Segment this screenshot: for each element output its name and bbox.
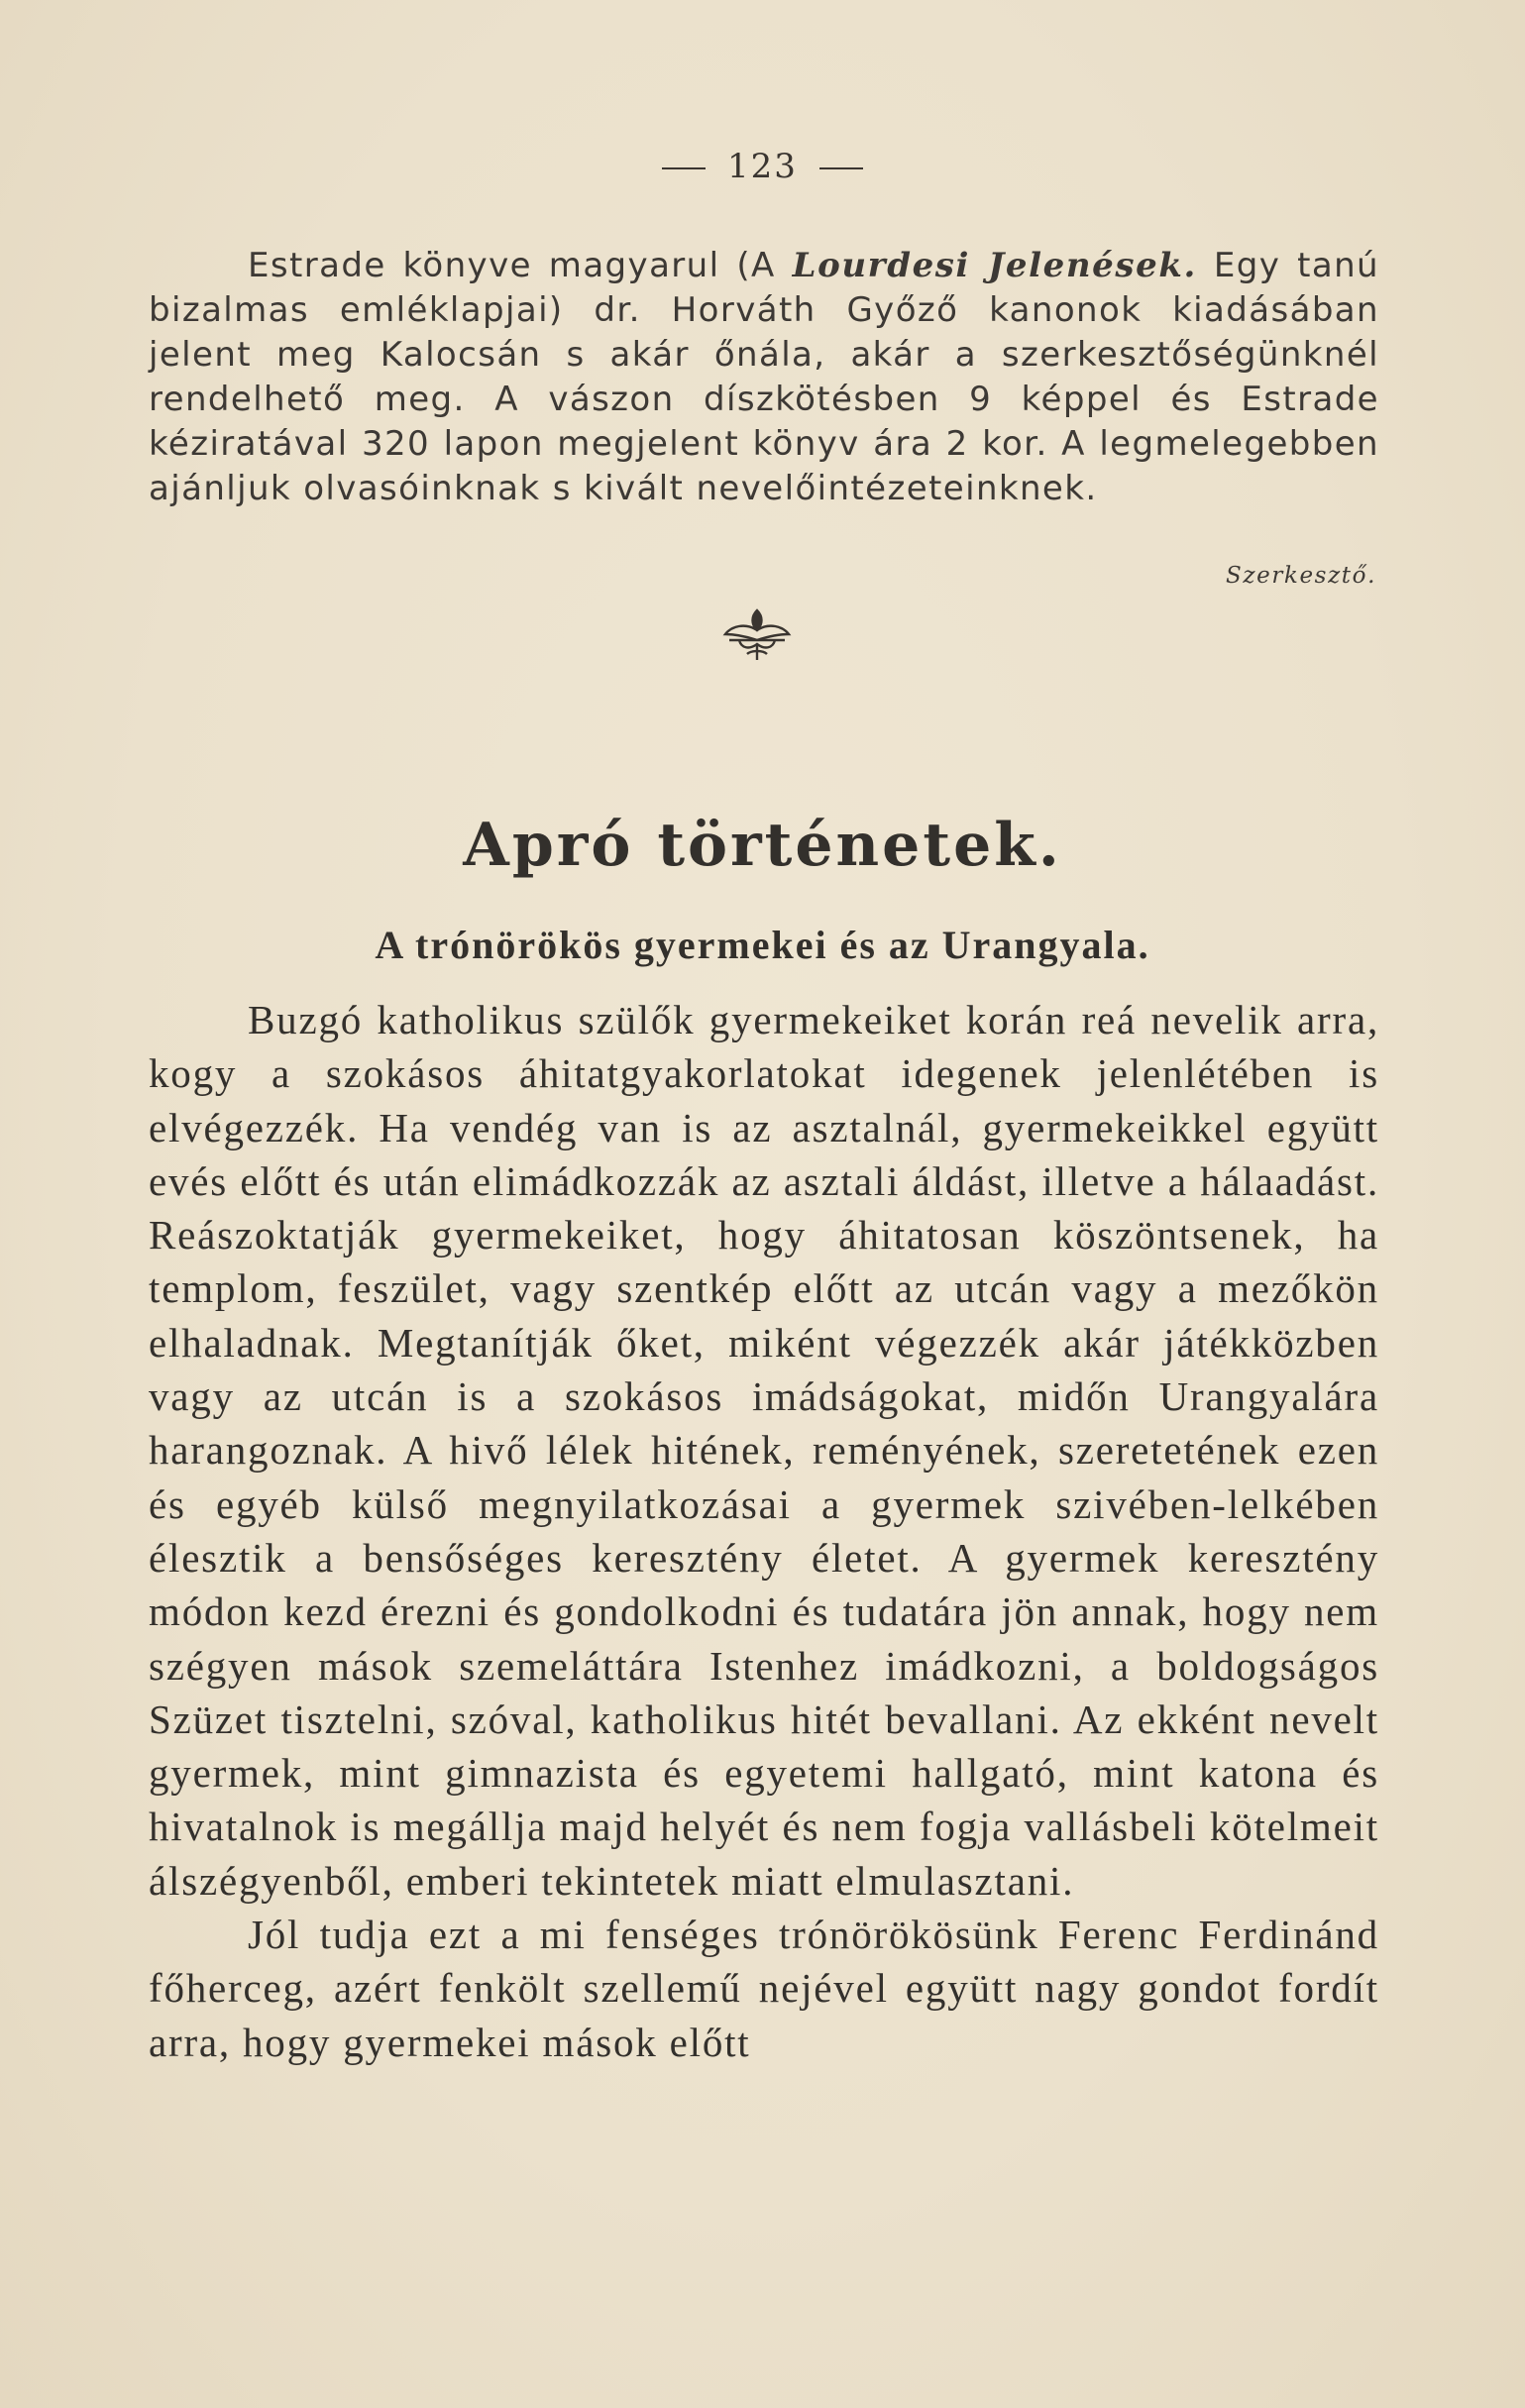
section-title: Apró történetek.	[463, 811, 1062, 880]
fleuron-ornament-icon	[717, 604, 797, 668]
editor-signature: Szerkesztő.	[1226, 563, 1376, 589]
notice-text-before: Estrade könyve magyarul (A	[248, 246, 793, 285]
book-notice	[149, 244, 1379, 511]
notice-text-after: Egy tanú bizalmas emléklapjai) dr. Horváth Győző kanonok kiadásában jelent meg Kalocsán s akár őnála, akár a szerkesztőségünknél rendelhető meg. A vászon díszkötésben 9 képpel és Estrade kéziratával 320 lapon megjelent könyv ára 2 kor. A legmelegebben ajánljuk olvasóinknak s kivált nevelőintézeteinknek.	[149, 246, 1379, 508]
article-body	[149, 993, 1379, 2069]
article-paragraph-1: Buzgó katholikus szülők gyermekeiket korán reá nevelik arra, kogy a szokásos áhitatgyakorlatokat idegenek jelenlétében is elvégezzék. Ha vendég van is az asztalnál, gyermekeikkel együtt evés előtt és után elimádkozzák az asztali áldást, illetve a hálaadást. Reászoktatják gyermekeiket, hogy áhitatosan köszöntsenek, ha templom, feszület, vagy szentkép előtt az utcán vagy a mezőkön elhaladnak. Megtanítják őket, miként végezzék akár játékközben vagy az utcán is a szokásos imádságokat, midőn Urangyalára harangoznak. A hivő lélek hitének, reményének, szeretetének ezen és egyéb külső megnyilatkozásai a gyermek szivében-lelkében élesztik a bensőséges keresztény életet. A gyermek keresztény módon kezd érezni és gondolkodni és tudatára jön annak, hogy nem szégyen mások szemeláttára Istenhez imádkozni, a boldogságos Szüzet tisztelni, szóval, katholikus hitét bevallani. Az ekként nevelt gyermek, mint gimnazista és egyetemi hallgató, mint katona és hivatalnok is megállja majd helyét és nem fogja vallásbeli kötelmeit álszégyenből, emberi tekintetek miatt elmulasztani.	[149, 997, 1379, 1904]
article-title: A trónörökös gyermekei és az Urangyala.	[375, 923, 1150, 967]
dash-left	[662, 167, 706, 169]
dash-right	[819, 167, 863, 169]
page-number-text: 123	[727, 147, 798, 186]
article-paragraph-2: Jól tudja ezt a mi fenséges trónörökösünk Ferenc Ferdinánd főherceg, azért fenkölt szellemű nejével együtt nagy gondot fordít arra, hogy gyermekei mások előtt	[149, 1912, 1379, 2065]
page-number	[0, 147, 1525, 186]
notice-paragraph	[149, 244, 1379, 511]
notice-book-title: Lourdesi Jelenések.	[792, 246, 1197, 285]
